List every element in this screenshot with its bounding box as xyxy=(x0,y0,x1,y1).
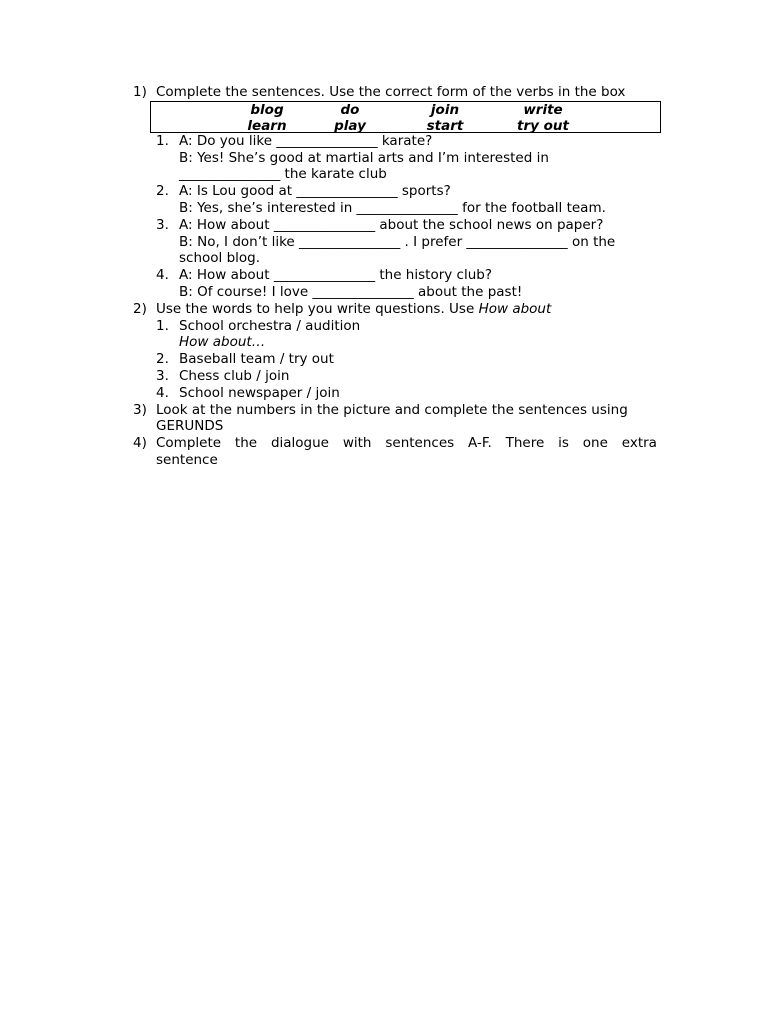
question-number: 4) xyxy=(133,435,147,452)
instruction-word: A-F. xyxy=(468,435,492,452)
item-line: _______________ the karate club xyxy=(179,166,387,183)
verb-word: learn xyxy=(247,117,287,134)
instruction-word: dialogue xyxy=(270,435,329,452)
item-text: Baseball team / try out xyxy=(179,351,334,368)
item-number: 1. xyxy=(156,132,169,149)
q2-item-2 xyxy=(0,351,657,368)
q1-item-1 xyxy=(0,133,657,183)
instruction-word: extra xyxy=(621,435,657,452)
item-example: How about… xyxy=(179,334,266,351)
verb-word: start xyxy=(426,117,464,134)
q2-item-1 xyxy=(0,318,657,352)
item-line: school blog. xyxy=(179,250,261,267)
verb-box xyxy=(150,101,661,133)
question-3-instruction xyxy=(0,402,660,436)
question-number: 3) xyxy=(133,401,147,418)
verb-word: write xyxy=(523,101,563,118)
instruction-line: GERUNDS xyxy=(156,418,224,435)
instruction-word: Complete xyxy=(156,435,222,452)
instruction-italic: How about xyxy=(478,300,552,317)
question-2-instruction xyxy=(0,301,660,318)
item-line: B: No, I don’t like _______________ . I prefer _______________ on the xyxy=(179,233,616,250)
item-text: School newspaper / join xyxy=(179,384,340,401)
worksheet xyxy=(0,84,768,469)
instruction-word: is xyxy=(558,435,569,452)
instruction-text: Use the words to help you write questions. Use xyxy=(156,300,479,317)
question-number: 2) xyxy=(133,300,147,317)
instruction-word: with xyxy=(342,435,372,452)
q1-item-3 xyxy=(0,217,657,267)
item-text: School orchestra / audition xyxy=(179,317,361,334)
instruction-word: There xyxy=(505,435,545,452)
verb-word: join xyxy=(430,101,460,118)
question-4-instruction xyxy=(0,435,660,469)
item-number: 3. xyxy=(156,216,169,233)
item-number: 4. xyxy=(156,267,169,284)
verb-word: do xyxy=(340,101,360,118)
q1-item-4 xyxy=(0,267,657,301)
q2-item-4 xyxy=(0,385,657,402)
item-line: B: Of course! I love _______________ about the past! xyxy=(179,283,523,300)
question-1-instruction xyxy=(0,84,660,101)
instruction-line: Look at the numbers in the picture and complete the sentences using xyxy=(156,401,628,418)
item-number: 3. xyxy=(156,367,169,384)
item-number: 2. xyxy=(156,351,169,368)
item-line: A: Is Lou good at _______________ sports? xyxy=(179,183,451,200)
item-line: B: Yes, she’s interested in _______________ for the football team. xyxy=(179,199,606,216)
instruction-word: one xyxy=(582,435,608,452)
item-text: Chess club / join xyxy=(179,367,290,384)
item-line: B: Yes! She’s good at martial arts and I’m interested in xyxy=(179,149,549,166)
verb-word: blog xyxy=(250,101,284,118)
item-number: 4. xyxy=(156,384,169,401)
instruction-line xyxy=(156,435,657,452)
question-number: 1) xyxy=(133,84,147,100)
item-line: A: How about _______________ about the school news on paper? xyxy=(179,216,604,233)
instruction-text: Complete the sentences. Use the correct form of the verbs in the box xyxy=(156,84,626,100)
instruction-word: sentences xyxy=(385,435,455,452)
verb-word: play xyxy=(334,117,366,134)
instruction-word: the xyxy=(234,435,258,452)
q2-item-3 xyxy=(0,368,657,385)
item-line: A: Do you like _______________ karate? xyxy=(179,132,433,149)
item-number: 2. xyxy=(156,183,169,200)
item-line: A: How about _______________ the history club? xyxy=(179,267,492,284)
instruction-line: sentence xyxy=(156,451,218,468)
q1-item-2 xyxy=(0,183,657,217)
item-number: 1. xyxy=(156,317,169,334)
verb-word: try out xyxy=(517,117,569,134)
